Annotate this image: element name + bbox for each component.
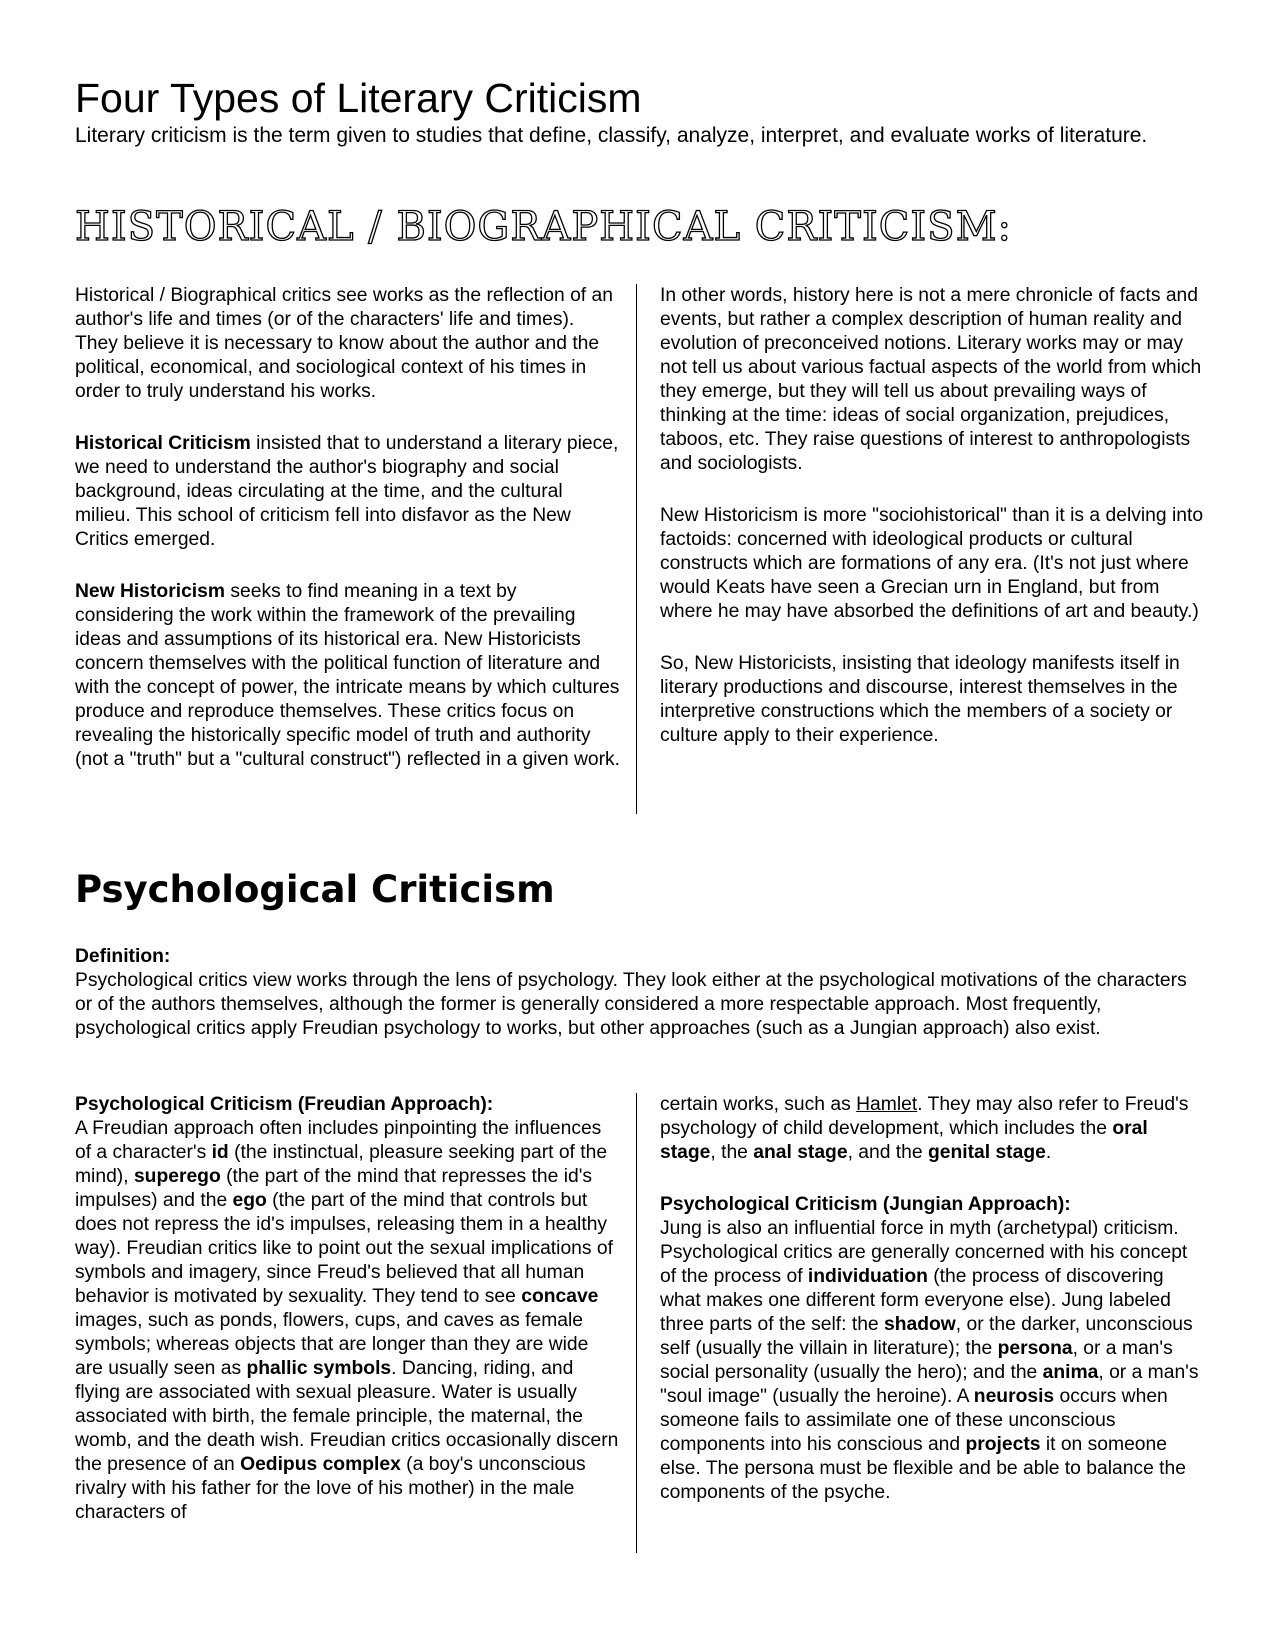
definition-text: Psychological critics view works through the lens of psychology. They look either at the psychological motivations of the characters or of the authors themselves, although the former is generally considered a more respectable approach. Most frequently, psychological critics apply Freudian psychology to works, but other approaches (such as a Jungian approach) also exist. [75,970,1187,1039]
new-historicism-paragraph: New Historicism seeks to find meaning in a text by considering the work within the framework of the prevailing ideas and assumptions of its historical era. New Historicists concern themselves with the political function of literature and with the concept of power, the intricate means by which cultures produce and reproduce themselves. These critics focus on revealing the historically specific model of truth and authority (not a "truth" but a "cultural construct") reflected in a given work. [75,581,621,770]
freudian-continuation-paragraph: certain works, such as Hamlet. They may also refer to Freud's psychology of child development, which includes the oral stage, the anal stage, and the genital stage. [660,1094,1189,1163]
historical-section-heading: HISTORICAL / BIOGRAPHICAL CRITICISM: [75,204,1012,250]
freudian-column [75,1093,620,1553]
jungian-column [660,1093,1205,1533]
historical-paragraph-1: Historical / Biographical critics see works as the reflection of an author's life and times (or of the characters' life and times). They believe it is necessary to know about the author and the political, economical, and sociological context of his times in order to truly understand his works. [75,285,613,402]
historical-paragraph-5: New Historicism is more "sociohistorical" than it is a delving into factoids: concerned with ideological products or cultural constructs which are formations of any era. (It's not just where would Keats have seen a Grecian urn in England, but from where he may have absorbed the definitions of art and beauty.) [660,505,1204,622]
page-title: Four Types of Literary Criticism [75,75,642,121]
jungian-paragraph: Psychological Criticism (Jungian Approach): Jung is also an influential force in myth (archetypal) criticism. Psychological critics are generally concerned with his concept of the process of individuation (the process of discovering what makes one different form everyone else). Jung labeled three parts of the self: the shadow, or the darker, unconscious self (usually the villain in literature); the persona, or a man's social personality (usually the hero); and the anima, or a man's "soul image" (usually the heroine). A neurosis occurs when someone fails to assimilate one of these unconscious components into his conscious and projects it on someone else. The persona must be flexible and be able to balance the components of the psyche. [660,1193,1205,1505]
historical-paragraph-4: In other words, history here is not a mere chronicle of facts and events, but rather a complex description of human reality and evolution of preconceived notions. Literary works may or may not tell us about various factual aspects of the world from which they emerge, but they will tell us about prevailing ways of thinking at the time: ideas of social organization, prejudices, taboos, etc. They raise questions of interest to anthropologists and sociologists. [660,285,1202,474]
new-historicism-term: New Historicism [75,581,226,602]
hamlet-title: Hamlet [856,1094,918,1115]
psychological-section-heading: Psychological Criticism [75,868,555,911]
historical-criticism-term: Historical Criticism [75,433,251,454]
intro-paragraph: Literary criticism is the term given to studies that define, classify, analyze, interpret, and evaluate works of literature. [75,124,1148,147]
historical-left-column [75,284,620,800]
historical-right-column [660,284,1205,776]
definition-label: Definition: [75,946,171,967]
jungian-heading: Psychological Criticism (Jungian Approach): [660,1194,1071,1215]
column-divider [636,1093,637,1553]
column-divider [636,284,637,814]
historical-criticism-paragraph: Historical Criticism insisted that to understand a literary piece, we need to understand the author's biography and social background, ideas circulating at the time, and the cultural milieu. This school of criticism fell into disfavor as the New Critics emerged. [75,433,619,550]
historical-paragraph-6: So, New Historicists, insisting that ideology manifests itself in literary productions and discourse, interest themselves in the interpretive constructions which the members of a society or culture apply to their experience. [660,653,1180,746]
freudian-heading: Psychological Criticism (Freudian Approach): [75,1094,494,1115]
freudian-paragraph: Psychological Criticism (Freudian Approach): A Freudian approach often includes pinpointing the influences of a character's id (the instinctual, pleasure seeking part of the mind), superego (the part of the mind that represses the id's impulses) and the ego (the part of the mind that controls but does not repress the id's impulses, releasing them in a healthy way). Freudian critics like to point out the sexual implications of symbols and imagery, since Freud's believed that all human behavior is motivated by sexuality. They tend to see concave images, such as ponds, flowers, cups, and caves as female symbols; whereas objects that are longer than they are wide are usually seen as phallic symbols. Dancing, riding, and flying are associated with sexual pleasure. Water is usually associated with birth, the female principle, the maternal, the womb, and the death wish. Freudian critics occasionally discern the presence of an Oedipus complex (a boy's unconscious rivalry with his father for the love of his mother) in the male characters of [75,1094,619,1523]
